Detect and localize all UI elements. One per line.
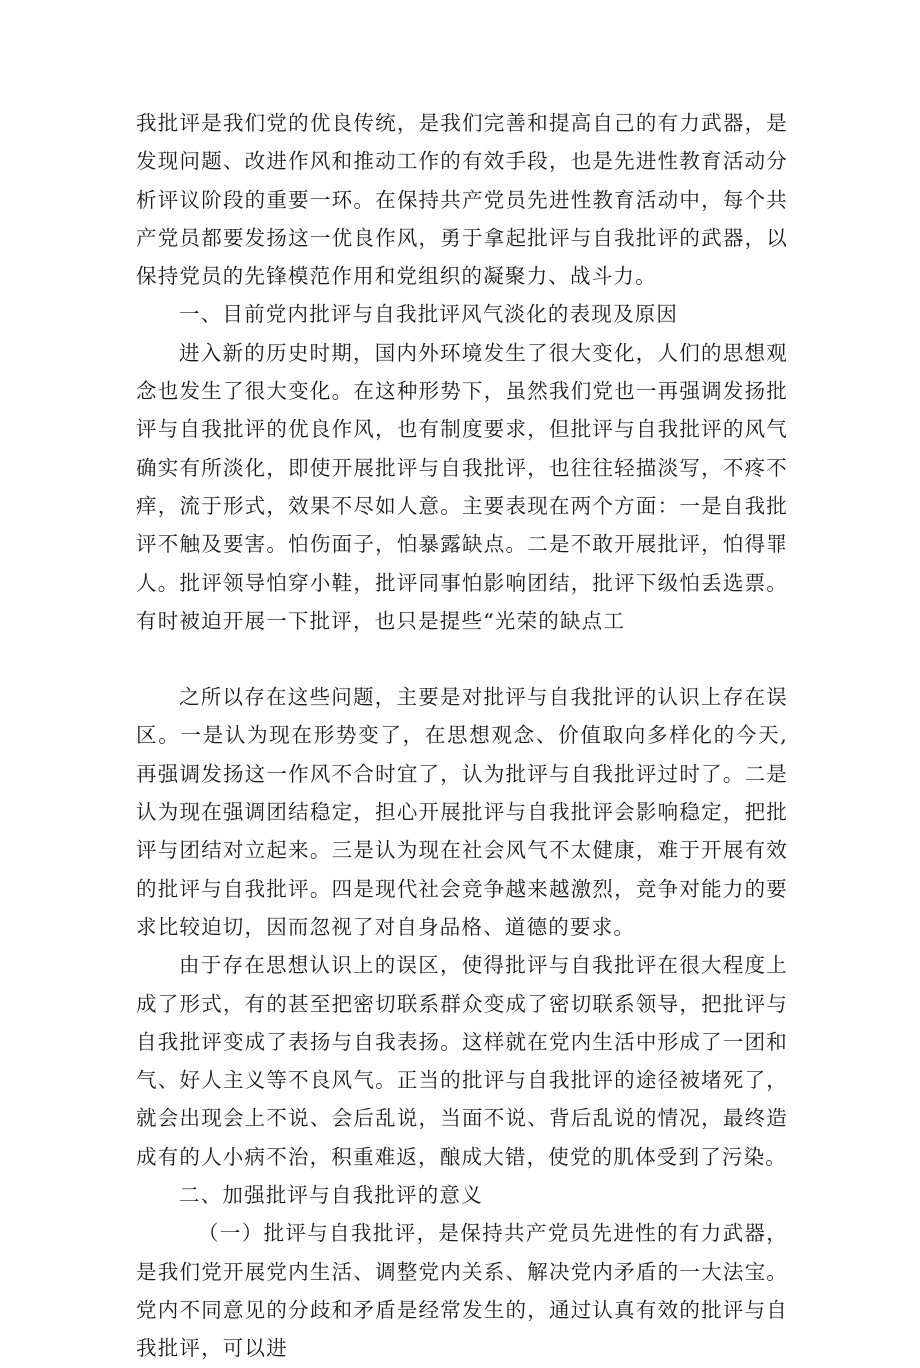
paragraph-consequences: 由于存在思想认识上的误区，使得批评与自我批评在很大程度上成了形式，有的甚至把密切联系群众变成了密切联系领导，把批评与自我批评变成了表扬与自我表扬。这样就在党内生活中形成了一团和气、好人主义等不良风气。正当的批评与自我批评的途径被堵死了，就会出现会上不说、会后乱说，当面不说、背后乱说的情况，最终造成有的人小病不治，积重难返，酿成大错，使党的肌体受到了污染。 (136, 953, 788, 1169)
paragraph-intro: 我批评是我们党的优良传统，是我们完善和提高自己的有力武器，是发现问题、改进作风和推动工作的有效手段，也是先进性教育活动分析评议阶段的重要一环。在保持共产党员先进性教育活动中，每个共产党员都要发扬这一优良作风，勇于拿起批评与自我批评的武器，以保持党员的先锋模范作用和党组织的凝聚力、战斗力。 (136, 111, 788, 289)
paragraph-significance-one: （一）批评与自我批评，是保持共产党员先进性的有力武器，是我们党开展党内生活、调整党内关系、解决党内矛盾的一大法宝。党内不同意见的分歧和矛盾是经常发生的，通过认真有效的批评与自我批评，可以进 (136, 1221, 788, 1361)
paragraph-causes: 之所以存在这些问题，主要是对批评与自我批评的认识上存在误区。一是认为现在形势变了，在思想观念、价值取向多样化的今天,再强调发扬这一作风不合时宜了，认为批评与自我批评过时了。二是认为现在强调团结稳定，担心开展批评与自我批评会影响稳定，把批评与团结对立起来。三是认为现在社会风气不太健康，难于开展有效的批评与自我批评。四是现代社会竞争越来越激烈，竞争对能力的要求比较迫切，因而忽视了对自身品格、道德的要求。 (136, 685, 788, 939)
section-heading-one: 一、目前党内批评与自我批评风气淡化的表现及原因 (179, 302, 679, 327)
paragraph-gap (136, 640, 788, 678)
paragraph-manifestations: 进入新的历史时期，国内外环境发生了很大变化，人们的思想观念也发生了很大变化。在这种形势下，虽然我们党也一再强调发扬批评与自我批评的优良作风，也有制度要求，但批评与自我批评的风气确实有所淡化，即使开展批评与自我批评，也往往轻描淡写，不疼不痒，流于形式，效果不尽如人意。主要表现在两个方面：一是自我批评不触及要害。怕伤面子，怕暴露缺点。二是不敢开展批评，怕得罪人。批评领导怕穿小鞋，批评同事怕影响团结，批评下级怕丢选票。有时被迫开展一下批评，也只是提些“光荣的缺点工 (136, 340, 788, 633)
section-heading-two: 二、加强批评与自我批评的意义 (179, 1183, 483, 1208)
document-page (136, 104, 788, 1368)
